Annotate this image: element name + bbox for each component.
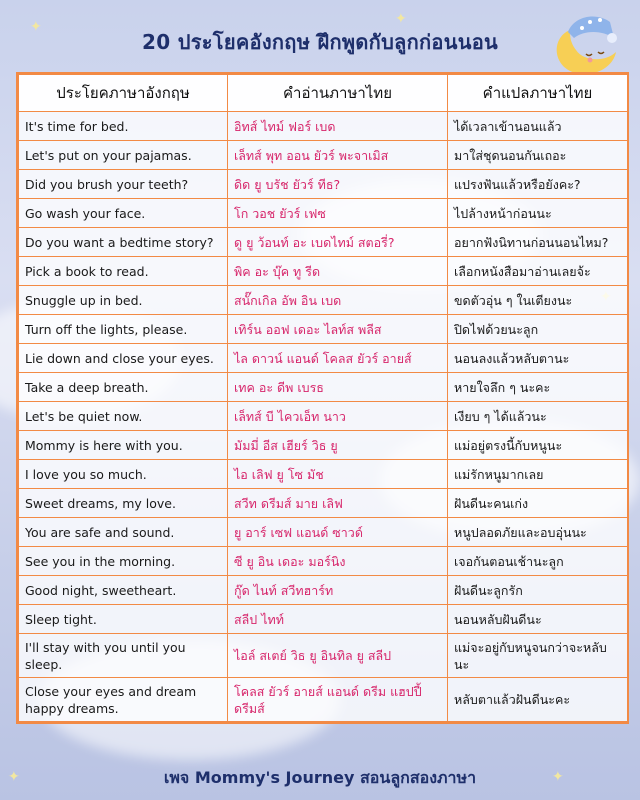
english-phrase-cell: Sweet dreams, my love. [19,489,228,518]
english-phrase-cell: You are safe and sound. [19,518,228,547]
english-phrase-cell: Pick a book to read. [19,257,228,286]
thai-translation-cell: ได้เวลาเข้านอนแล้ว [448,112,628,141]
table-row [19,199,628,228]
thai-reading-cell: ดิด ยู บรัช ยัวร์ ทีธ? [228,170,448,199]
thai-reading-cell: ไอ เลิฟ ยู โซ มัช [228,460,448,489]
table-row [19,431,628,460]
star-icon: ✦ [8,769,20,785]
english-phrase-cell: Turn off the lights, please. [19,315,228,344]
english-phrase-cell: Go wash your face. [19,199,228,228]
thai-translation-cell: อยากฟังนิทานก่อนนอนไหม? [448,228,628,257]
english-phrase-cell: Take a deep breath. [19,373,228,402]
table-row [19,605,628,634]
english-phrase-cell: Snuggle up in bed. [19,286,228,315]
table-row [19,489,628,518]
table-row [19,373,628,402]
sleeping-moon-with-nightcap-icon [540,8,620,78]
table-row [19,547,628,576]
thai-translation-cell: ฝันดีนะลูกรัก [448,576,628,605]
thai-reading-cell: เทิร์น ออฟ เดอะ ไลท์ส พลีส [228,315,448,344]
thai-translation-cell: แม่อยู่ตรงนี้กับหนูนะ [448,431,628,460]
thai-translation-cell: แม่รักหนูมากเลย [448,460,628,489]
thai-translation-cell: เงียบ ๆ ได้แล้วนะ [448,402,628,431]
thai-translation-cell: นอนหลับฝันดีนะ [448,605,628,634]
thai-reading-cell: สนั๊กเกิล อัพ อิน เบด [228,286,448,315]
thai-translation-cell: หนูปลอดภัยและอบอุ่นนะ [448,518,628,547]
page-title: 20 ประโยคอังกฤษ ฝึกพูดกับลูกก่อนนอน [142,30,498,54]
column-header-reading: คำอ่านภาษาไทย [228,75,448,112]
english-phrase-cell: Close your eyes and dream happy dreams. [19,678,228,722]
thai-reading-cell: ซี ยู อิน เดอะ มอร์นิง [228,547,448,576]
phrase-table [18,74,628,722]
thai-reading-cell: อิทส์ ไทม์ ฟอร์ เบด [228,112,448,141]
footer-credit: เพจ Mommy's Journey สอนลูกสองภาษา [163,768,477,787]
column-header-translation: คำแปลภาษาไทย [448,75,628,112]
english-phrase-cell: Sleep tight. [19,605,228,634]
table-row [19,141,628,170]
thai-translation-cell: นอนลงแล้วหลับตานะ [448,344,628,373]
thai-translation-cell: หายใจลึก ๆ นะคะ [448,373,628,402]
thai-translation-cell: แปรงฟันแล้วหรือยังคะ? [448,170,628,199]
table-row [19,634,628,678]
table-row [19,344,628,373]
thai-reading-cell: เทค อะ ดีพ เบรธ [228,373,448,402]
table-row [19,228,628,257]
table-row [19,286,628,315]
english-phrase-cell: Do you want a bedtime story? [19,228,228,257]
english-phrase-cell: Mommy is here with you. [19,431,228,460]
thai-translation-cell: เจอกันตอนเช้านะลูก [448,547,628,576]
thai-reading-cell: กู๊ด ไนท์ สวีทฮาร์ท [228,576,448,605]
english-phrase-cell: Did you brush your teeth? [19,170,228,199]
thai-translation-cell: ฝันดีนะคนเก่ง [448,489,628,518]
star-icon: ✦ [30,19,42,35]
table-header-row [19,75,628,112]
thai-translation-cell: หลับตาแล้วฝันดีนะคะ [448,678,628,722]
thai-reading-cell: ดู ยู ว้อนท์ อะ เบดไทม์ สตอรี่? [228,228,448,257]
english-phrase-cell: See you in the morning. [19,547,228,576]
star-icon: ✦ [552,769,564,785]
star-icon: ✦ [395,11,407,27]
english-phrase-cell: Let's be quiet now. [19,402,228,431]
thai-reading-cell: มัมมี่ อีส เฮียร์ วิธ ยู [228,431,448,460]
table-row [19,678,628,722]
thai-reading-cell: สวีท ดรีมส์ มาย เลิฟ [228,489,448,518]
thai-reading-cell: พิค อะ บุ๊ค ทู รีด [228,257,448,286]
table-row [19,518,628,547]
thai-translation-cell: ขดตัวอุ่น ๆ ในเตียงนะ [448,286,628,315]
thai-translation-cell: เลือกหนังสือมาอ่านเลยจ้ะ [448,257,628,286]
thai-translation-cell: ไปล้างหน้าก่อนนะ [448,199,628,228]
thai-reading-cell: เล็ทส์ พุท ออน ยัวร์ พะจาเมิส [228,141,448,170]
thai-translation-cell: ปิดไฟด้วยนะลูก [448,315,628,344]
phrase-table-container [16,72,629,724]
english-phrase-cell: It's time for bed. [19,112,228,141]
table-row [19,315,628,344]
english-phrase-cell: Let's put on your pajamas. [19,141,228,170]
column-header-english: ประโยคภาษาอังกฤษ [19,75,228,112]
table-row [19,402,628,431]
table-row [19,460,628,489]
english-phrase-cell: Good night, sweetheart. [19,576,228,605]
thai-reading-cell: ไอล์ สเตย์ วิธ ยู อินทิล ยู สลีป [228,634,448,678]
thai-reading-cell: โก วอช ยัวร์ เฟซ [228,199,448,228]
english-phrase-cell: Lie down and close your eyes. [19,344,228,373]
thai-translation-cell: แม่จะอยู่กับหนูจนกว่าจะหลับนะ [448,634,628,678]
thai-reading-cell: เล็ทส์ บี ไควเอ็ท นาว [228,402,448,431]
english-phrase-cell: I'll stay with you until you sleep. [19,634,228,678]
table-row [19,170,628,199]
thai-reading-cell: สลีป ไทท์ [228,605,448,634]
table-row [19,576,628,605]
table-row [19,112,628,141]
thai-reading-cell: โคลส ยัวร์ อายส์ แอนด์ ดรีม แฮปปี้ ดรีมส์ [228,678,448,722]
thai-reading-cell: ไล ดาวน์ แอนด์ โคลส ยัวร์ อายส์ [228,344,448,373]
thai-translation-cell: มาใส่ชุดนอนกันเถอะ [448,141,628,170]
table-row [19,257,628,286]
thai-reading-cell: ยู อาร์ เซฟ แอนด์ ซาวด์ [228,518,448,547]
english-phrase-cell: I love you so much. [19,460,228,489]
